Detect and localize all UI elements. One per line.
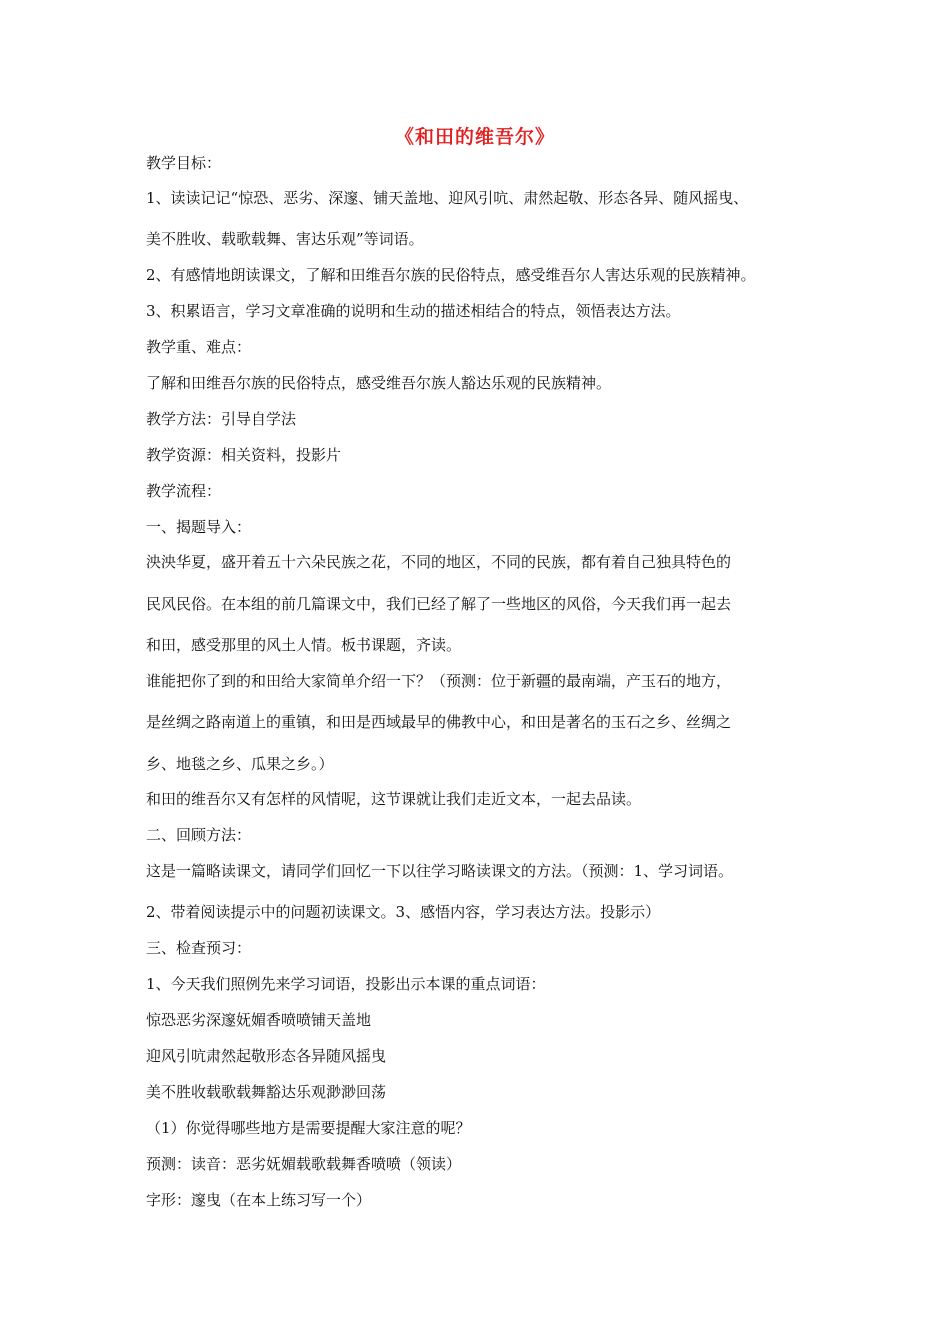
text-line: 二、回顾方法： [146, 826, 252, 844]
text-line: 民风民俗。在本组的前几篇课文中，我们已经了解了一些地区的风俗，今天我们再一起去 [146, 595, 732, 613]
text-line: 教学资源：相关资料，投影片 [146, 446, 342, 464]
text-line: 泱泱华夏，盛开着五十六朵民族之花，不同的地区，不同的民族，都有着自己独具特色的 [146, 553, 732, 571]
text-line: 谁能把你了到的和田给大家简单介绍一下？（预测：位于新疆的最南端，产玉石的地方， [146, 672, 732, 690]
text-line: 3、积累语言，学习文章准确的说明和生动的描述相结合的特点，领悟表达方法。 [146, 302, 681, 320]
text-line: 这是一篇略读课文，请同学们回忆一下以往学习略读课文的方法。（预测：1、学习词语。 [146, 862, 734, 880]
text-line: 2、有感情地朗读课文，了解和田维吾尔族的民俗特点，感受维吾尔人害达乐观的民族精神。 [146, 266, 756, 284]
text-line: 美不胜收载歌载舞豁达乐观渺渺回荡 [146, 1083, 387, 1101]
text-line: 和田，感受那里的风土人情。板书课题，齐读。 [146, 636, 462, 654]
text-line: 1、读读记记“惊恐、恶劣、深邃、铺天盖地、迎风引吭、肃然起敬、形态各异、随风摇曳、 [146, 189, 749, 207]
text-line: 字形：邃曳（在本上练习写一个） [146, 1191, 372, 1209]
text-line: （1）你觉得哪些地方是需要提醒大家注意的呢？ [146, 1119, 471, 1137]
text-line: 教学目标： [146, 154, 222, 172]
text-line: 了解和田维吾尔族的民俗特点，感受维吾尔族人豁达乐观的民族精神。 [146, 374, 612, 392]
text-line: 教学流程： [146, 482, 222, 500]
text-line: 1、今天我们照例先来学习词语，投影出示本课的重点词语： [146, 975, 546, 993]
document-title: 《和田的维吾尔》 [394, 126, 555, 148]
text-line: 三、检查预习： [146, 939, 252, 957]
text-line: 教学方法：引导自学法 [146, 410, 297, 428]
text-line: 美不胜收、载歌载舞、害达乐观”等词语。 [146, 230, 424, 248]
text-line: 预测：读音：恶劣妩媚载歌载舞香喷喷（领读） [146, 1155, 462, 1173]
text-line: 教学重、难点： [146, 338, 252, 356]
text-line: 乡、地毯之乡、瓜果之乡。） [146, 755, 334, 773]
text-line: 一、揭题导入： [146, 518, 252, 536]
text-line: 和田的维吾尔又有怎样的风情呢，这节课就让我们走近文本，一起去品读。 [146, 790, 642, 808]
text-line: 2、带着阅读提示中的问题初读课文。3、感悟内容，学习表达方法。投影示） [146, 903, 661, 921]
text-line: 惊恐恶劣深邃妩媚香喷喷铺天盖地 [146, 1011, 372, 1029]
text-line: 是丝绸之路南道上的重镇，和田是西域最早的佛教中心，和田是著名的玉石之乡、丝绸之 [146, 713, 732, 731]
text-line: 迎风引吭肃然起敬形态各异随风摇曳 [146, 1047, 387, 1065]
